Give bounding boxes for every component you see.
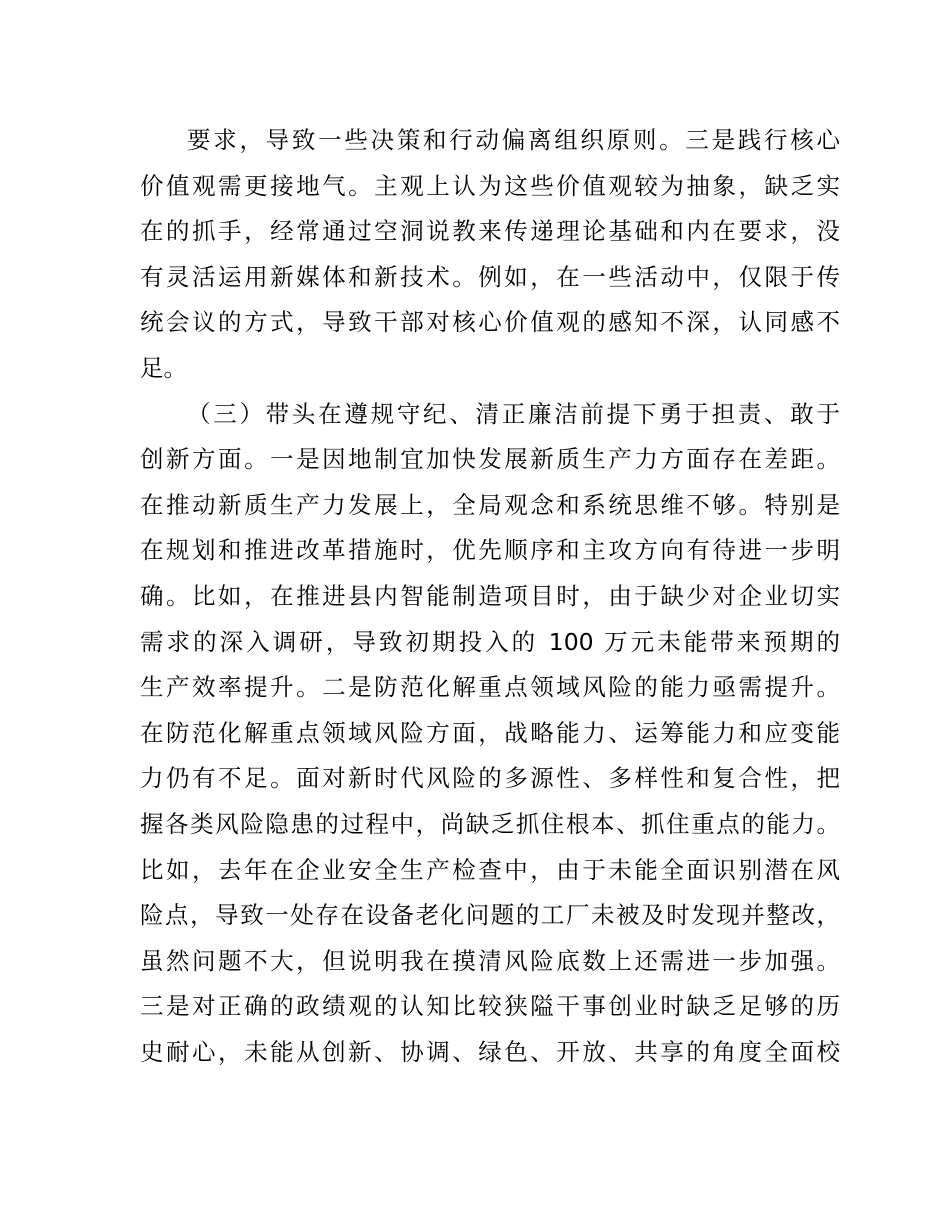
- body-text: [140, 118, 840, 1075]
- text-line: 统会议的方式，导致干部对核心价值观的感知不深，认同感不: [140, 308, 840, 337]
- text-line: 需求的深入调研，导致初期投入的 100 万元未能带来预期的: [140, 627, 840, 656]
- text-line: 在推动新质生产力发展上，全局观念和系统思维不够。特别是: [140, 490, 840, 519]
- text-line: 价值观需更接地气。主观上认为这些价值观较为抽象，缺乏实: [140, 171, 840, 200]
- text-line: 要求，导致一些决策和行动偏离组织原则。三是践行核心: [187, 126, 840, 154]
- text-line: 生产效率提升。二是防范化解重点领域风险的能力亟需提升。: [140, 673, 840, 702]
- text-line: 史耐心，未能从创新、协调、绿色、开放、共享的角度全面校: [140, 1037, 840, 1066]
- text-line: 握各类风险隐患的过程中，尚缺乏抓住根本、抓住重点的能力。: [140, 809, 840, 838]
- text-line: 虽然问题不大，但说明我在摸清风险底数上还需进一步加强。: [140, 946, 840, 975]
- text-line: 足。: [140, 353, 187, 382]
- text-line: 在规划和推进改革措施时，优先顺序和主攻方向有待进一步明: [140, 536, 840, 565]
- text-line: 比如，去年在企业安全生产检查中，由于未能全面识别潜在风: [140, 855, 840, 884]
- text-line: 创新方面。一是因地制宜加快发展新质生产力方面存在差距。: [140, 445, 840, 474]
- text-line: 险点，导致一处存在设备老化问题的工厂未被及时发现并整改，: [140, 901, 840, 930]
- text-line: 有灵活运用新媒体和新技术。例如，在一些活动中，仅限于传: [140, 262, 840, 291]
- section-heading-line: （三）带头在遵规守纪、清正廉洁前提下勇于担责、敢于: [187, 399, 840, 428]
- text-line: 在的抓手，经常通过空洞说教来传递理论基础和内在要求，没: [140, 217, 840, 246]
- text-line: 三是对正确的政绩观的认知比较狭隘干事创业时缺乏足够的历: [140, 992, 840, 1021]
- text-line: 力仍有不足。面对新时代风险的多源性、多样性和复合性，把: [140, 764, 840, 793]
- text-line: 在防范化解重点领域风险方面，战略能力、运筹能力和应变能: [140, 718, 840, 747]
- text-line: 确。比如，在推进县内智能制造项目时，由于缺少对企业切实: [140, 581, 840, 610]
